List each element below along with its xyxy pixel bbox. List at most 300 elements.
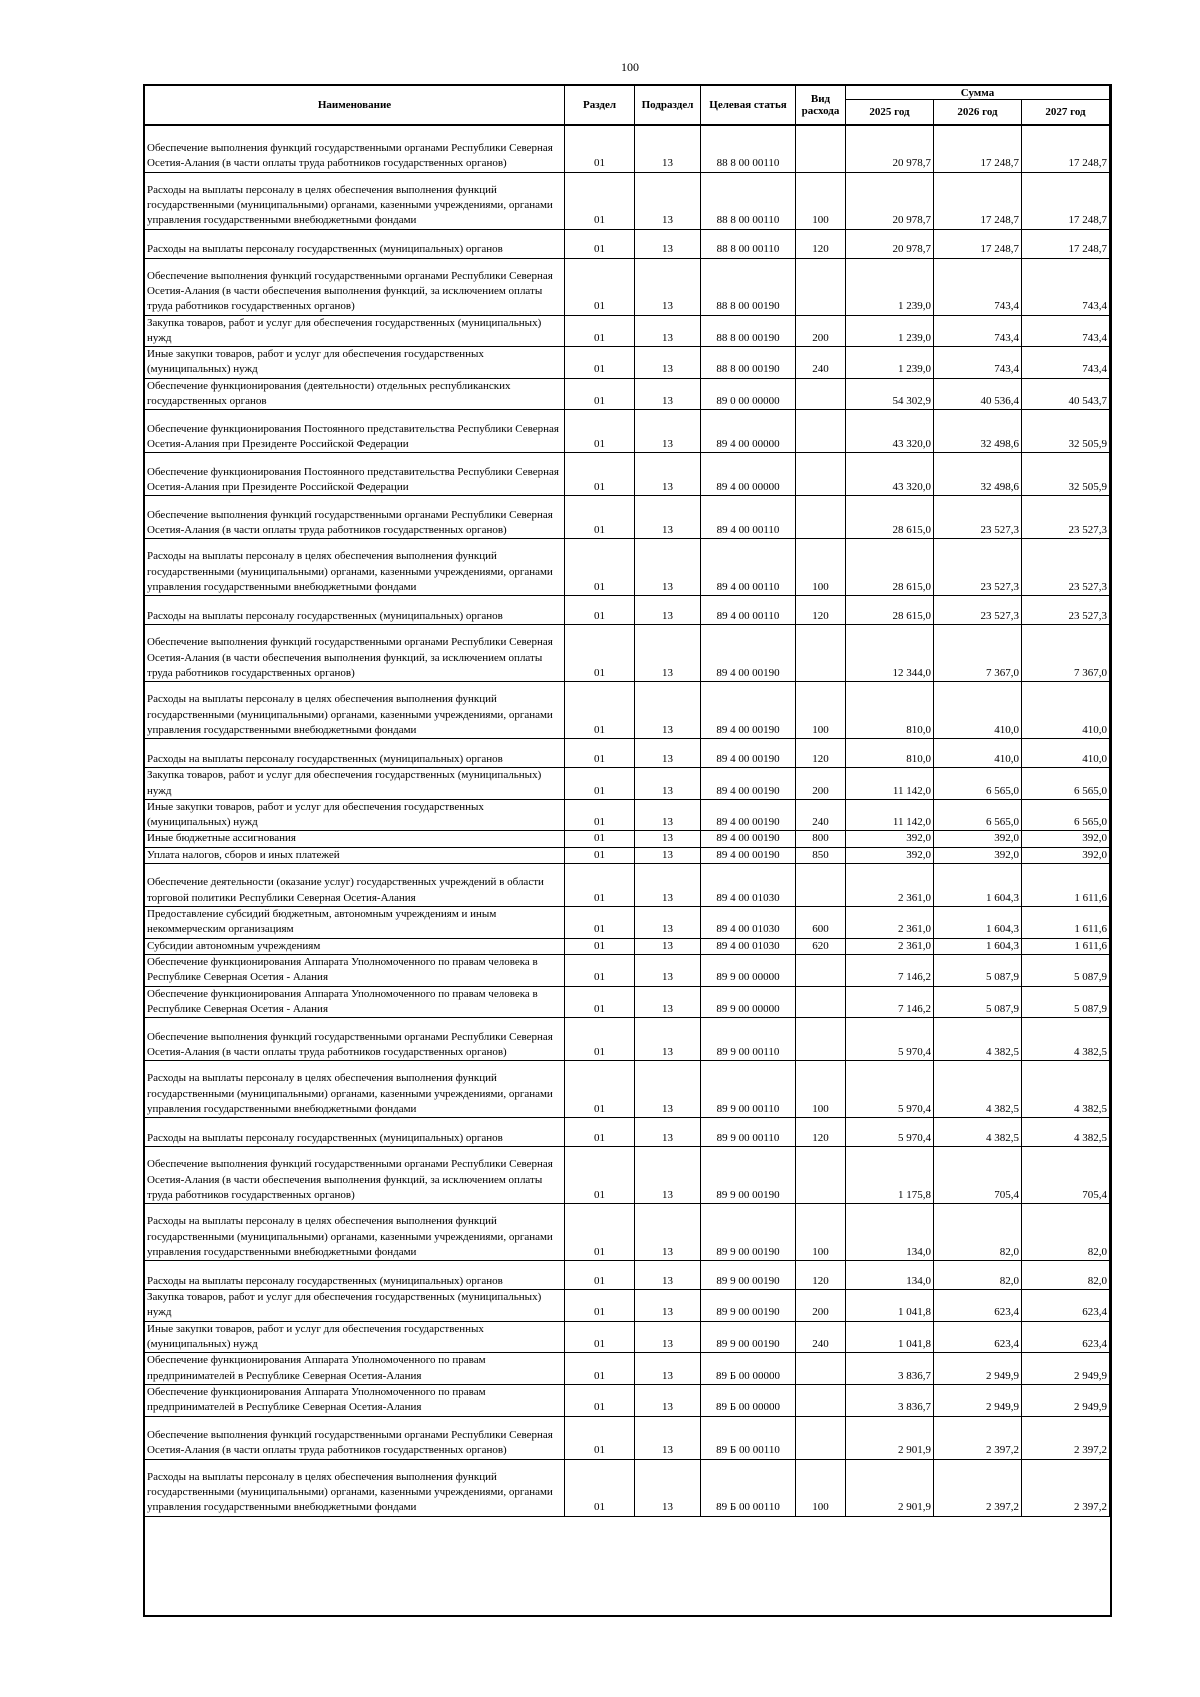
row-sum-2027: 6 565,0 xyxy=(1022,768,1110,800)
row-sum-2026: 705,4 xyxy=(934,1147,1022,1204)
row-target-item: 89 4 00 00190 xyxy=(701,625,796,682)
row-expense-type: 620 xyxy=(796,938,846,954)
row-sum-2027: 743,4 xyxy=(1022,315,1110,347)
row-subsection: 13 xyxy=(635,1261,701,1290)
row-name: Обеспечение выполнения функций государственными органами Республики Северная Осетия-Алания (в части обеспечения выполнения функций, за исключением оплаты труда работников государственных органов) xyxy=(145,258,565,315)
row-target-item: 89 4 00 00190 xyxy=(701,847,796,863)
row-sum-2027: 32 505,9 xyxy=(1022,410,1110,453)
row-target-item: 89 9 00 00190 xyxy=(701,1321,796,1353)
row-sum-2027: 1 611,6 xyxy=(1022,907,1110,939)
row-sum-2025: 1 041,8 xyxy=(846,1321,934,1353)
row-name: Расходы на выплаты персоналу государственных (муниципальных) органов xyxy=(145,739,565,768)
table-row xyxy=(145,125,1110,172)
row-sum-2027: 23 527,3 xyxy=(1022,496,1110,539)
row-target-item: 89 Б 00 00000 xyxy=(701,1353,796,1385)
row-sum-2027: 17 248,7 xyxy=(1022,172,1110,229)
row-target-item: 88 8 00 00110 xyxy=(701,125,796,172)
row-section: 01 xyxy=(565,938,635,954)
row-subsection: 13 xyxy=(635,539,701,596)
table-row xyxy=(145,1261,1110,1290)
table-body xyxy=(145,125,1110,1516)
row-sum-2025: 1 041,8 xyxy=(846,1290,934,1322)
row-sum-2025: 11 142,0 xyxy=(846,799,934,831)
table-row xyxy=(145,1416,1110,1459)
row-name: Иные закупки товаров, работ и услуг для обеспечения государственных (муниципальных) нужд xyxy=(145,347,565,379)
row-subsection: 13 xyxy=(635,1353,701,1385)
row-expense-type: 100 xyxy=(796,539,846,596)
row-expense-type: 120 xyxy=(796,739,846,768)
row-sum-2027: 17 248,7 xyxy=(1022,229,1110,258)
row-name: Расходы на выплаты персоналу в целях обеспечения выполнения функций государственными (муниципальными) органами, казенными учреждениями, органами управления государственными внебюджетными фондами xyxy=(145,1061,565,1118)
row-sum-2026: 1 604,3 xyxy=(934,938,1022,954)
table-row xyxy=(145,739,1110,768)
row-sum-2025: 1 239,0 xyxy=(846,258,934,315)
table-row xyxy=(145,768,1110,800)
table-row xyxy=(145,1061,1110,1118)
row-name: Расходы на выплаты персоналу в целях обеспечения выполнения функций государственными (муниципальными) органами, казенными учреждениями, органами управления государственными внебюджетными фондами xyxy=(145,1459,565,1516)
table-row xyxy=(145,847,1110,863)
row-section: 01 xyxy=(565,1204,635,1261)
row-section: 01 xyxy=(565,1147,635,1204)
row-expense-type: 120 xyxy=(796,1261,846,1290)
row-sum-2027: 23 527,3 xyxy=(1022,596,1110,625)
row-subsection: 13 xyxy=(635,831,701,847)
row-sum-2026: 23 527,3 xyxy=(934,539,1022,596)
row-subsection: 13 xyxy=(635,453,701,496)
row-sum-2027: 4 382,5 xyxy=(1022,1018,1110,1061)
row-section: 01 xyxy=(565,1459,635,1516)
row-sum-2025: 28 615,0 xyxy=(846,496,934,539)
row-subsection: 13 xyxy=(635,847,701,863)
row-section: 01 xyxy=(565,172,635,229)
row-sum-2026: 17 248,7 xyxy=(934,229,1022,258)
row-name: Обеспечение выполнения функций государственными органами Республики Северная Осетия-Алания (в части оплаты труда работников государственных органов) xyxy=(145,1416,565,1459)
row-name: Расходы на выплаты персоналу в целях обеспечения выполнения функций государственными (муниципальными) органами, казенными учреждениями, органами управления государственными внебюджетными фондами xyxy=(145,539,565,596)
row-sum-2025: 5 970,4 xyxy=(846,1018,934,1061)
budget-table xyxy=(144,85,1110,1517)
row-sum-2027: 705,4 xyxy=(1022,1147,1110,1204)
row-sum-2026: 17 248,7 xyxy=(934,125,1022,172)
row-sum-2026: 32 498,6 xyxy=(934,453,1022,496)
row-sum-2025: 2 361,0 xyxy=(846,907,934,939)
row-subsection: 13 xyxy=(635,938,701,954)
row-name: Обеспечение выполнения функций государственными органами Республики Северная Осетия-Алания (в части оплаты труда работников государственных органов) xyxy=(145,496,565,539)
row-name: Обеспечение выполнения функций государственными органами Республики Северная Осетия-Алания (в части обеспечения выполнения функций, за исключением оплаты труда работников государственных органов) xyxy=(145,625,565,682)
row-sum-2025: 43 320,0 xyxy=(846,410,934,453)
row-target-item: 88 8 00 00190 xyxy=(701,347,796,379)
row-sum-2026: 6 565,0 xyxy=(934,799,1022,831)
row-sum-2025: 20 978,7 xyxy=(846,125,934,172)
row-sum-2026: 2 397,2 xyxy=(934,1416,1022,1459)
row-sum-2027: 392,0 xyxy=(1022,831,1110,847)
row-target-item: 88 8 00 00190 xyxy=(701,258,796,315)
table-row xyxy=(145,453,1110,496)
row-sum-2025: 5 970,4 xyxy=(846,1061,934,1118)
row-section: 01 xyxy=(565,954,635,986)
row-name: Обеспечение деятельности (оказание услуг) государственных учреждений в области торговой политики Республики Северная Осетия-Алания xyxy=(145,864,565,907)
row-sum-2025: 2 361,0 xyxy=(846,864,934,907)
table-row xyxy=(145,938,1110,954)
row-subsection: 13 xyxy=(635,1321,701,1353)
table-row xyxy=(145,410,1110,453)
row-sum-2026: 743,4 xyxy=(934,347,1022,379)
row-section: 01 xyxy=(565,1290,635,1322)
row-subsection: 13 xyxy=(635,496,701,539)
row-sum-2027: 410,0 xyxy=(1022,682,1110,739)
row-section: 01 xyxy=(565,539,635,596)
table-row xyxy=(145,1018,1110,1061)
row-target-item: 89 4 00 00110 xyxy=(701,496,796,539)
table-row xyxy=(145,315,1110,347)
row-section: 01 xyxy=(565,453,635,496)
row-sum-2025: 12 344,0 xyxy=(846,625,934,682)
row-sum-2025: 20 978,7 xyxy=(846,172,934,229)
row-sum-2026: 2 949,9 xyxy=(934,1353,1022,1385)
table-row xyxy=(145,986,1110,1018)
table-row xyxy=(145,907,1110,939)
row-sum-2026: 1 604,3 xyxy=(934,907,1022,939)
header-target-item: Целевая статья xyxy=(701,86,796,126)
table-row xyxy=(145,1459,1110,1516)
row-expense-type: 120 xyxy=(796,1118,846,1147)
row-subsection: 13 xyxy=(635,739,701,768)
row-target-item: 89 4 00 00110 xyxy=(701,596,796,625)
row-sum-2027: 4 382,5 xyxy=(1022,1118,1110,1147)
row-sum-2026: 4 382,5 xyxy=(934,1018,1022,1061)
row-sum-2027: 32 505,9 xyxy=(1022,453,1110,496)
row-expense-type xyxy=(796,378,846,410)
row-sum-2025: 5 970,4 xyxy=(846,1118,934,1147)
header-subsection: Подраздел xyxy=(635,86,701,126)
row-name: Расходы на выплаты персоналу в целях обеспечения выполнения функций государственными (муниципальными) органами, казенными учреждениями, органами управления государственными внебюджетными фондами xyxy=(145,172,565,229)
row-expense-type: 240 xyxy=(796,347,846,379)
row-sum-2026: 623,4 xyxy=(934,1290,1022,1322)
row-name: Расходы на выплаты персоналу в целях обеспечения выполнения функций государственными (муниципальными) органами, казенными учреждениями, органами управления государственными внебюджетными фондами xyxy=(145,682,565,739)
row-expense-type xyxy=(796,625,846,682)
header-expense-type: Вид расхода xyxy=(796,86,846,126)
row-sum-2027: 1 611,6 xyxy=(1022,864,1110,907)
header-year-2027: 2027 год xyxy=(1022,100,1110,126)
row-name: Иные закупки товаров, работ и услуг для обеспечения государственных (муниципальных) нужд xyxy=(145,1321,565,1353)
row-name: Расходы на выплаты персоналу государственных (муниципальных) органов xyxy=(145,1118,565,1147)
row-section: 01 xyxy=(565,1384,635,1416)
row-target-item: 89 9 00 00190 xyxy=(701,1261,796,1290)
row-sum-2027: 5 087,9 xyxy=(1022,986,1110,1018)
row-sum-2025: 134,0 xyxy=(846,1204,934,1261)
row-sum-2025: 2 901,9 xyxy=(846,1416,934,1459)
row-sum-2026: 4 382,5 xyxy=(934,1061,1022,1118)
row-target-item: 89 4 00 01030 xyxy=(701,938,796,954)
row-sum-2026: 2 949,9 xyxy=(934,1384,1022,1416)
row-sum-2025: 2 901,9 xyxy=(846,1459,934,1516)
row-target-item: 89 Б 00 00110 xyxy=(701,1416,796,1459)
header-sum: Сумма xyxy=(846,86,1110,100)
row-sum-2026: 32 498,6 xyxy=(934,410,1022,453)
row-expense-type: 100 xyxy=(796,1061,846,1118)
row-sum-2025: 7 146,2 xyxy=(846,954,934,986)
table-row xyxy=(145,539,1110,596)
row-expense-type xyxy=(796,453,846,496)
row-name: Предоставление субсидий бюджетным, автономным учреждениям и иным некоммерческим организациям xyxy=(145,907,565,939)
row-expense-type: 600 xyxy=(796,907,846,939)
row-expense-type xyxy=(796,125,846,172)
table-row xyxy=(145,864,1110,907)
row-section: 01 xyxy=(565,596,635,625)
row-sum-2025: 28 615,0 xyxy=(846,596,934,625)
row-name: Расходы на выплаты персоналу государственных (муниципальных) органов xyxy=(145,229,565,258)
row-subsection: 13 xyxy=(635,1061,701,1118)
row-sum-2025: 20 978,7 xyxy=(846,229,934,258)
row-sum-2026: 5 087,9 xyxy=(934,986,1022,1018)
row-target-item: 89 4 00 01030 xyxy=(701,907,796,939)
table-row xyxy=(145,596,1110,625)
table-row xyxy=(145,799,1110,831)
row-expense-type: 800 xyxy=(796,831,846,847)
row-target-item: 88 8 00 00110 xyxy=(701,172,796,229)
row-subsection: 13 xyxy=(635,1147,701,1204)
row-sum-2027: 4 382,5 xyxy=(1022,1061,1110,1118)
row-sum-2026: 40 536,4 xyxy=(934,378,1022,410)
row-subsection: 13 xyxy=(635,625,701,682)
row-expense-type: 120 xyxy=(796,596,846,625)
row-expense-type: 240 xyxy=(796,1321,846,1353)
row-sum-2026: 82,0 xyxy=(934,1261,1022,1290)
row-section: 01 xyxy=(565,864,635,907)
row-sum-2027: 2 949,9 xyxy=(1022,1353,1110,1385)
row-expense-type: 850 xyxy=(796,847,846,863)
row-sum-2026: 6 565,0 xyxy=(934,768,1022,800)
table-row xyxy=(145,1147,1110,1204)
row-subsection: 13 xyxy=(635,907,701,939)
row-target-item: 89 9 00 00110 xyxy=(701,1061,796,1118)
table-row xyxy=(145,347,1110,379)
row-target-item: 89 9 00 00110 xyxy=(701,1118,796,1147)
row-sum-2026: 623,4 xyxy=(934,1321,1022,1353)
row-name: Обеспечение функционирования Аппарата Уполномоченного по правам человека в Республике Северная Осетия - Алания xyxy=(145,986,565,1018)
row-sum-2026: 1 604,3 xyxy=(934,864,1022,907)
row-section: 01 xyxy=(565,831,635,847)
row-subsection: 13 xyxy=(635,1118,701,1147)
row-name: Обеспечение функционирования Аппарата Уполномоченного по правам предпринимателей в Республике Северная Осетия-Алания xyxy=(145,1384,565,1416)
row-sum-2027: 2 397,2 xyxy=(1022,1459,1110,1516)
row-section: 01 xyxy=(565,1118,635,1147)
row-section: 01 xyxy=(565,378,635,410)
row-section: 01 xyxy=(565,1018,635,1061)
row-subsection: 13 xyxy=(635,799,701,831)
row-sum-2026: 743,4 xyxy=(934,258,1022,315)
row-target-item: 89 4 00 00190 xyxy=(701,768,796,800)
row-target-item: 89 4 00 00110 xyxy=(701,539,796,596)
row-section: 01 xyxy=(565,1321,635,1353)
row-subsection: 13 xyxy=(635,410,701,453)
row-sum-2026: 410,0 xyxy=(934,682,1022,739)
row-subsection: 13 xyxy=(635,1459,701,1516)
row-section: 01 xyxy=(565,258,635,315)
row-sum-2027: 1 611,6 xyxy=(1022,938,1110,954)
table-row xyxy=(145,682,1110,739)
row-target-item: 89 9 00 00000 xyxy=(701,954,796,986)
row-name: Обеспечение функционирования Аппарата Уполномоченного по правам человека в Республике Северная Осетия - Алания xyxy=(145,954,565,986)
table-row xyxy=(145,1290,1110,1322)
row-sum-2025: 810,0 xyxy=(846,682,934,739)
table-row xyxy=(145,1118,1110,1147)
row-name: Обеспечение функционирования Постоянного представительства Республики Северная Осетия-Алания при Президенте Российской Федерации xyxy=(145,410,565,453)
row-target-item: 89 9 00 00190 xyxy=(701,1204,796,1261)
row-sum-2027: 2 397,2 xyxy=(1022,1416,1110,1459)
row-section: 01 xyxy=(565,682,635,739)
row-target-item: 89 9 00 00000 xyxy=(701,986,796,1018)
row-expense-type xyxy=(796,1147,846,1204)
row-target-item: 89 4 00 00000 xyxy=(701,410,796,453)
table-row xyxy=(145,378,1110,410)
table-row xyxy=(145,1204,1110,1261)
row-sum-2026: 4 382,5 xyxy=(934,1118,1022,1147)
row-sum-2026: 5 087,9 xyxy=(934,954,1022,986)
row-sum-2027: 743,4 xyxy=(1022,258,1110,315)
table-row xyxy=(145,258,1110,315)
row-section: 01 xyxy=(565,986,635,1018)
header-section: Раздел xyxy=(565,86,635,126)
row-section: 01 xyxy=(565,799,635,831)
row-sum-2026: 2 397,2 xyxy=(934,1459,1022,1516)
row-expense-type xyxy=(796,986,846,1018)
row-sum-2025: 3 836,7 xyxy=(846,1384,934,1416)
page-number: 100 xyxy=(621,60,639,74)
row-sum-2025: 134,0 xyxy=(846,1261,934,1290)
row-subsection: 13 xyxy=(635,315,701,347)
row-name: Закупка товаров, работ и услуг для обеспечения государственных (муниципальных) нужд xyxy=(145,315,565,347)
row-expense-type: 200 xyxy=(796,1290,846,1322)
row-sum-2025: 1 239,0 xyxy=(846,315,934,347)
row-section: 01 xyxy=(565,1416,635,1459)
table-header xyxy=(145,86,1110,126)
row-sum-2025: 392,0 xyxy=(846,847,934,863)
row-subsection: 13 xyxy=(635,258,701,315)
row-sum-2026: 392,0 xyxy=(934,831,1022,847)
row-section: 01 xyxy=(565,847,635,863)
row-name: Уплата налогов, сборов и иных платежей xyxy=(145,847,565,863)
table-row xyxy=(145,625,1110,682)
header-year-2025: 2025 год xyxy=(846,100,934,126)
row-subsection: 13 xyxy=(635,125,701,172)
row-sum-2026: 392,0 xyxy=(934,847,1022,863)
row-expense-type xyxy=(796,258,846,315)
row-name: Иные закупки товаров, работ и услуг для обеспечения государственных (муниципальных) нужд xyxy=(145,799,565,831)
row-sum-2026: 82,0 xyxy=(934,1204,1022,1261)
row-sum-2026: 410,0 xyxy=(934,739,1022,768)
row-section: 01 xyxy=(565,768,635,800)
row-expense-type: 100 xyxy=(796,682,846,739)
row-name: Обеспечение функционирования (деятельности) отдельных республиканских государственных органов xyxy=(145,378,565,410)
row-subsection: 13 xyxy=(635,1018,701,1061)
table-row xyxy=(145,954,1110,986)
row-sum-2026: 23 527,3 xyxy=(934,596,1022,625)
row-expense-type: 200 xyxy=(796,768,846,800)
row-sum-2025: 7 146,2 xyxy=(846,986,934,1018)
row-sum-2027: 40 543,7 xyxy=(1022,378,1110,410)
row-name: Обеспечение выполнения функций государственными органами Республики Северная Осетия-Алания (в части оплаты труда работников государственных органов) xyxy=(145,125,565,172)
row-name: Расходы на выплаты персоналу в целях обеспечения выполнения функций государственными (муниципальными) органами, казенными учреждениями, органами управления государственными внебюджетными фондами xyxy=(145,1204,565,1261)
row-sum-2027: 623,4 xyxy=(1022,1290,1110,1322)
table-row xyxy=(145,1321,1110,1353)
row-expense-type xyxy=(796,1353,846,1385)
row-subsection: 13 xyxy=(635,1204,701,1261)
row-name: Расходы на выплаты персоналу государственных (муниципальных) органов xyxy=(145,596,565,625)
row-sum-2025: 392,0 xyxy=(846,831,934,847)
row-target-item: 88 8 00 00190 xyxy=(701,315,796,347)
table-row xyxy=(145,229,1110,258)
row-section: 01 xyxy=(565,229,635,258)
row-sum-2025: 28 615,0 xyxy=(846,539,934,596)
row-sum-2026: 7 367,0 xyxy=(934,625,1022,682)
row-expense-type: 100 xyxy=(796,1459,846,1516)
table-row xyxy=(145,172,1110,229)
row-subsection: 13 xyxy=(635,1384,701,1416)
row-sum-2027: 17 248,7 xyxy=(1022,125,1110,172)
table-row xyxy=(145,1384,1110,1416)
row-subsection: 13 xyxy=(635,172,701,229)
row-sum-2027: 743,4 xyxy=(1022,347,1110,379)
row-name: Закупка товаров, работ и услуг для обеспечения государственных (муниципальных) нужд xyxy=(145,1290,565,1322)
row-name: Обеспечение выполнения функций государственными органами Республики Северная Осетия-Алания (в части оплаты труда работников государственных органов) xyxy=(145,1018,565,1061)
row-target-item: 89 9 00 00190 xyxy=(701,1147,796,1204)
row-subsection: 13 xyxy=(635,378,701,410)
row-name: Обеспечение функционирования Постоянного представительства Республики Северная Осетия-Алания при Президенте Российской Федерации xyxy=(145,453,565,496)
row-sum-2027: 623,4 xyxy=(1022,1321,1110,1353)
row-sum-2025: 54 302,9 xyxy=(846,378,934,410)
row-expense-type: 200 xyxy=(796,315,846,347)
row-sum-2027: 392,0 xyxy=(1022,847,1110,863)
row-expense-type: 120 xyxy=(796,229,846,258)
row-section: 01 xyxy=(565,315,635,347)
row-sum-2026: 17 248,7 xyxy=(934,172,1022,229)
row-expense-type xyxy=(796,410,846,453)
row-sum-2025: 43 320,0 xyxy=(846,453,934,496)
row-sum-2027: 82,0 xyxy=(1022,1261,1110,1290)
row-sum-2027: 23 527,3 xyxy=(1022,539,1110,596)
row-subsection: 13 xyxy=(635,954,701,986)
row-name: Обеспечение выполнения функций государственными органами Республики Северная Осетия-Алания (в части обеспечения выполнения функций, за исключением оплаты труда работников государственных органов) xyxy=(145,1147,565,1204)
row-name: Обеспечение функционирования Аппарата Уполномоченного по правам предпринимателей в Республике Северная Осетия-Алания xyxy=(145,1353,565,1385)
row-name: Расходы на выплаты персоналу государственных (муниципальных) органов xyxy=(145,1261,565,1290)
row-target-item: 89 4 00 00190 xyxy=(701,831,796,847)
row-sum-2025: 810,0 xyxy=(846,739,934,768)
row-sum-2025: 1 239,0 xyxy=(846,347,934,379)
header-name: Наименование xyxy=(145,86,565,126)
row-sum-2025: 1 175,8 xyxy=(846,1147,934,1204)
row-target-item: 89 4 00 01030 xyxy=(701,864,796,907)
row-expense-type xyxy=(796,954,846,986)
row-target-item: 89 9 00 00110 xyxy=(701,1018,796,1061)
row-name: Закупка товаров, работ и услуг для обеспечения государственных (муниципальных) нужд xyxy=(145,768,565,800)
row-section: 01 xyxy=(565,907,635,939)
row-section: 01 xyxy=(565,1353,635,1385)
row-target-item: 89 4 00 00190 xyxy=(701,682,796,739)
row-section: 01 xyxy=(565,1061,635,1118)
table-row xyxy=(145,831,1110,847)
row-subsection: 13 xyxy=(635,986,701,1018)
row-section: 01 xyxy=(565,347,635,379)
row-section: 01 xyxy=(565,496,635,539)
row-name: Субсидии автономным учреждениям xyxy=(145,938,565,954)
row-name: Иные бюджетные ассигнования xyxy=(145,831,565,847)
row-target-item: 89 4 00 00190 xyxy=(701,799,796,831)
row-subsection: 13 xyxy=(635,864,701,907)
row-expense-type: 240 xyxy=(796,799,846,831)
row-sum-2027: 6 565,0 xyxy=(1022,799,1110,831)
row-sum-2027: 2 949,9 xyxy=(1022,1384,1110,1416)
row-expense-type xyxy=(796,864,846,907)
